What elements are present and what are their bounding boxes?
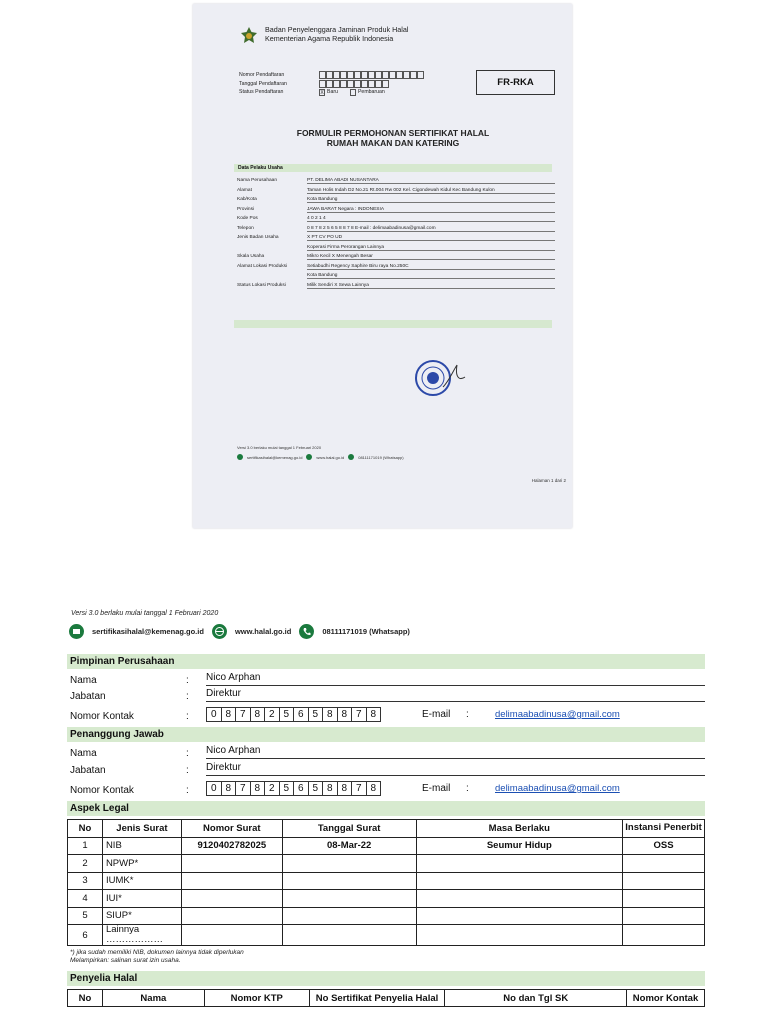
scanned-form-page bbox=[193, 4, 572, 528]
cell-instansi[interactable] bbox=[623, 890, 705, 908]
scan-rows bbox=[237, 176, 555, 290]
col-header: No Sertifikat Penyelia Halal bbox=[309, 990, 445, 1007]
mail-icon bbox=[69, 624, 84, 639]
scan-reg-label: Nomor Pendaftaran bbox=[239, 72, 285, 79]
scan-section-header: Data Pelaku Usaha bbox=[234, 164, 552, 172]
penanggung-jabatan-value[interactable]: Direktur bbox=[206, 760, 705, 776]
digit-box: 0 bbox=[206, 707, 222, 722]
digit-box: 8 bbox=[250, 781, 266, 796]
cell-no: 5 bbox=[68, 907, 103, 925]
scan-page-number: Halaman 1 dari 2 bbox=[531, 478, 566, 483]
scan-row-label: Alamat Lokasi Produksi bbox=[237, 263, 288, 269]
cell-masa[interactable] bbox=[416, 855, 623, 873]
penanggung-nama-value[interactable]: Nico Arphan bbox=[206, 743, 705, 759]
digit-box: 5 bbox=[308, 781, 324, 796]
scan-row-value: Taman Holis Indah D2 No.21 Rt.004 Rw 002 Kel. Cigondewah Kidul Kec Bandung Kulon bbox=[307, 187, 555, 194]
contact-email[interactable]: sertifikasihalal@kemenag.go.id bbox=[92, 627, 204, 636]
note-line1: *) jika sudah memiliki NIB, dokumen lainnya tidak diperlukan bbox=[70, 949, 244, 956]
digit-box: 7 bbox=[351, 781, 367, 796]
scan-title-line2: RUMAH MAKAN DAN KATERING bbox=[326, 138, 460, 148]
phone-icon bbox=[299, 624, 314, 639]
scan-row-value: Kota Bandung bbox=[307, 272, 555, 279]
cell-masa[interactable] bbox=[416, 925, 623, 946]
scan-header bbox=[239, 26, 408, 46]
cell-nomor[interactable] bbox=[181, 890, 282, 908]
scan-row bbox=[237, 262, 555, 272]
field-row-pimpinan-jabatan bbox=[70, 686, 705, 702]
scan-form-title bbox=[253, 128, 533, 148]
field-colon: : bbox=[466, 783, 469, 794]
digit-box: 7 bbox=[235, 707, 251, 722]
digit-box: 8 bbox=[366, 707, 382, 722]
field-colon: : bbox=[186, 785, 189, 796]
digit-box: 7 bbox=[351, 707, 367, 722]
scan-footer bbox=[237, 445, 404, 460]
scan-row bbox=[237, 224, 555, 234]
penanggung-email-link[interactable]: delimaabadinusa@gmail.com bbox=[495, 783, 620, 794]
section-aspek-legal: Aspek Legal bbox=[67, 801, 705, 816]
scan-row bbox=[237, 271, 555, 281]
scan-title-line1: FORMULIR PERMOHONAN SERTIFIKAT HALAL bbox=[296, 128, 490, 138]
cell-jenis: IUI* bbox=[102, 890, 181, 908]
field-colon: : bbox=[186, 675, 189, 686]
scan-form-code: FR-RKA bbox=[476, 70, 555, 95]
scan-row-label: Status Lokasi Produksi bbox=[237, 282, 286, 288]
scan-row-label: Kode Pos bbox=[237, 216, 258, 222]
scan-row-value: Mikro Kecil X Menengah Besar bbox=[307, 253, 555, 260]
digit-box: 0 bbox=[206, 781, 222, 796]
scan-row bbox=[237, 281, 555, 291]
scan-row-value: Milik Sendiri X Sewa Lainnya bbox=[307, 282, 555, 289]
pimpinan-email-label: E-mail bbox=[422, 709, 451, 720]
cell-tanggal[interactable] bbox=[282, 925, 416, 946]
scan-row-label: Nama Perusahaan bbox=[237, 178, 277, 184]
scan-mail-icon bbox=[237, 454, 243, 460]
cell-jenis: IUMK* bbox=[102, 872, 181, 890]
scan-reg-number-boxes bbox=[319, 71, 424, 79]
table-header-row bbox=[68, 990, 705, 1007]
cell-tanggal[interactable] bbox=[282, 855, 416, 873]
col-header: Nomor KTP bbox=[204, 990, 309, 1007]
scan-status-checkbox bbox=[350, 89, 356, 96]
digit-box: 8 bbox=[337, 781, 353, 796]
cell-instansi[interactable] bbox=[623, 872, 705, 890]
cell-masa[interactable] bbox=[416, 890, 623, 908]
table-row bbox=[68, 925, 705, 946]
field-row-penanggung-jabatan bbox=[70, 760, 705, 776]
scan-row bbox=[237, 195, 555, 205]
cell-nomor[interactable] bbox=[181, 925, 282, 946]
col-header: No bbox=[68, 820, 103, 838]
scan-section-band bbox=[234, 320, 552, 328]
company-stamp-signature-icon bbox=[413, 351, 467, 405]
cell-tanggal[interactable] bbox=[282, 872, 416, 890]
cell-nomor[interactable] bbox=[181, 855, 282, 873]
digit-box: 5 bbox=[279, 707, 295, 722]
scan-row-label: Alamat bbox=[237, 187, 252, 193]
cell-no: 6 bbox=[68, 925, 103, 946]
scan-status-baru: Baru bbox=[327, 89, 338, 96]
section-penanggung: Penanggung Jawab bbox=[67, 727, 705, 742]
cell-tanggal[interactable] bbox=[282, 907, 416, 925]
scan-row-value: PT. DELIMA ABADI NUSANTARA bbox=[307, 177, 555, 184]
scan-reg-label: Status Pendaftaran bbox=[239, 89, 284, 96]
cell-jenis: SIUP* bbox=[102, 907, 181, 925]
col-header: Nomor Surat bbox=[181, 820, 282, 838]
scan-org-line1: Badan Penyelenggara Jaminan Produk Halal bbox=[265, 25, 409, 34]
scan-row bbox=[237, 214, 555, 224]
field-colon: : bbox=[186, 711, 189, 722]
cell-nomor[interactable] bbox=[181, 907, 282, 925]
scan-row-label: Provinsi bbox=[237, 206, 255, 212]
pimpinan-jabatan-value[interactable]: Direktur bbox=[206, 686, 705, 702]
scan-row-label: Kab/Kota bbox=[237, 197, 257, 203]
digit-box: 8 bbox=[366, 781, 382, 796]
scan-row bbox=[237, 176, 555, 186]
scan-row-label: Jenis Badan Usaha bbox=[237, 235, 279, 241]
scan-globe-icon bbox=[306, 454, 312, 460]
cell-jenis: Lainnya ……………… bbox=[102, 925, 181, 946]
digit-box: 8 bbox=[337, 707, 353, 722]
digit-box: 8 bbox=[221, 707, 237, 722]
bpjph-logo-icon bbox=[239, 26, 259, 46]
cell-no: 4 bbox=[68, 890, 103, 908]
scan-status-pembaruan: Pembaruan bbox=[357, 89, 385, 96]
digit-box: 8 bbox=[250, 707, 266, 722]
section-penyelia-halal: Penyelia Halal bbox=[67, 971, 705, 986]
field-row-penanggung-nama bbox=[70, 743, 705, 759]
pimpinan-email-link[interactable]: delimaabadinusa@gmail.com bbox=[495, 709, 620, 720]
digit-box: 6 bbox=[293, 781, 309, 796]
pimpinan-kontak-digit-boxes[interactable] bbox=[206, 707, 380, 722]
col-header: Nomor Kontak bbox=[627, 990, 705, 1007]
scan-footer-version: Versi 3.0 berlaku mulai tanggal 1 Februari 2020 bbox=[237, 445, 322, 450]
table-row bbox=[68, 872, 705, 890]
scan-footer-phone: 08111171019 (Whatsapp) bbox=[358, 454, 404, 460]
digit-box: 5 bbox=[279, 781, 295, 796]
cell-instansi[interactable] bbox=[623, 855, 705, 873]
digit-box: 6 bbox=[293, 707, 309, 722]
globe-icon bbox=[212, 624, 227, 639]
cell-masa[interactable]: Seumur Hidup bbox=[416, 837, 623, 855]
scan-row-value: X PT CV PO UD bbox=[307, 234, 555, 241]
cell-instansi[interactable] bbox=[623, 907, 705, 925]
field-label: Nomor Kontak bbox=[70, 711, 134, 722]
table-row bbox=[68, 837, 705, 855]
scan-footer-contacts bbox=[237, 454, 404, 460]
table-row bbox=[68, 890, 705, 908]
cell-no: 1 bbox=[68, 837, 103, 855]
field-colon: : bbox=[466, 709, 469, 720]
aspek-legal-table bbox=[67, 819, 705, 946]
scan-row-value: 0 8 7 8 2 5 6 5 8 8 7 8 E-mail : delimaabadinusa@gmail.com bbox=[307, 225, 555, 232]
scan-row bbox=[237, 205, 555, 215]
scan-phone-icon bbox=[348, 454, 354, 460]
scan-reg-date-boxes bbox=[319, 80, 389, 88]
scan-status-checkbox: X bbox=[320, 89, 324, 96]
digit-box: 8 bbox=[221, 781, 237, 796]
table-header-row bbox=[68, 820, 705, 838]
field-colon: : bbox=[186, 748, 189, 759]
field-label: Nomor Kontak bbox=[70, 785, 134, 796]
col-header: No dan Tgl SK bbox=[445, 990, 627, 1007]
cell-no: 2 bbox=[68, 855, 103, 873]
scan-row-value: Koperasi Firma Perorangan Lainnya bbox=[307, 244, 555, 251]
scan-row-value: JAWA BARAT Negara : INDONESIA bbox=[307, 206, 555, 213]
cell-jenis: NIB bbox=[102, 837, 181, 855]
field-label: Jabatan bbox=[70, 765, 106, 776]
field-label: Nama bbox=[70, 748, 97, 759]
cell-tanggal[interactable]: 08-Mar-22 bbox=[282, 837, 416, 855]
note-line2: Melampirkan: salinan surat izin usaha. bbox=[70, 957, 181, 964]
scan-row-value: Setiabudhi Regency Saphire Biru raya No.250C bbox=[307, 263, 555, 270]
field-colon: : bbox=[186, 691, 189, 702]
scan-row bbox=[237, 233, 555, 243]
scan-registration-block bbox=[239, 71, 424, 97]
table-row bbox=[68, 907, 705, 925]
cell-instansi[interactable]: OSS bbox=[623, 837, 705, 855]
col-header: Tanggal Surat bbox=[282, 820, 416, 838]
field-colon: : bbox=[186, 765, 189, 776]
cell-no: 3 bbox=[68, 872, 103, 890]
scan-row-label: Telepon bbox=[237, 225, 254, 231]
scan-org-line2: Kementerian Agama Republik Indonesia bbox=[265, 33, 394, 43]
penyelia-halal-table bbox=[67, 989, 705, 1007]
col-header: Instansi Penerbit bbox=[623, 820, 705, 838]
digit-box: 2 bbox=[264, 781, 280, 796]
cell-instansi[interactable] bbox=[623, 925, 705, 946]
cell-nomor[interactable] bbox=[181, 872, 282, 890]
digit-box: 8 bbox=[322, 707, 338, 722]
digit-box: 5 bbox=[308, 707, 324, 722]
contact-bar bbox=[69, 624, 412, 639]
scan-row bbox=[237, 252, 555, 262]
scan-row-value: 4 0 2 1 4 bbox=[307, 215, 555, 222]
scan-row-value: Kota Bandung bbox=[307, 196, 555, 203]
field-label: Jabatan bbox=[70, 691, 106, 702]
contact-website[interactable]: www.halal.go.id bbox=[234, 627, 292, 636]
section-pimpinan: Pimpinan Perusahaan bbox=[67, 654, 705, 669]
digit-box: 2 bbox=[264, 707, 280, 722]
table-row bbox=[68, 855, 705, 873]
cell-nomor[interactable]: 9120402782025 bbox=[181, 837, 282, 855]
col-header: Jenis Surat bbox=[102, 820, 181, 838]
scan-row bbox=[237, 243, 555, 253]
digit-box: 8 bbox=[322, 781, 338, 796]
field-row-pimpinan-nama bbox=[70, 670, 705, 686]
scan-reg-label: Tanggal Pendaftaran bbox=[239, 80, 287, 87]
scan-row-label: Skala Usaha bbox=[237, 254, 265, 260]
scan-footer-email: sertifikasihalal@kemenag.go.id bbox=[247, 454, 303, 460]
scan-row bbox=[237, 186, 555, 196]
field-label: Nama bbox=[70, 675, 97, 686]
col-header: Nama bbox=[102, 990, 204, 1007]
aspek-legal-note bbox=[70, 949, 244, 965]
pimpinan-nama-value[interactable]: Nico Arphan bbox=[206, 670, 705, 686]
cell-tanggal[interactable] bbox=[282, 890, 416, 908]
contact-phone[interactable]: 08111171019 (Whatsapp) bbox=[322, 627, 410, 636]
penanggung-email-label: E-mail bbox=[422, 783, 451, 794]
col-header: No bbox=[68, 990, 103, 1007]
version-note: Versi 3.0 berlaku mulai tanggal 1 Februari 2020 bbox=[71, 610, 219, 617]
scan-footer-website: www.halal.go.id bbox=[316, 454, 345, 460]
col-header: Masa Berlaku bbox=[416, 820, 623, 838]
penanggung-kontak-digit-boxes[interactable] bbox=[206, 781, 380, 796]
digit-box: 7 bbox=[235, 781, 251, 796]
cell-masa[interactable] bbox=[416, 872, 623, 890]
cell-jenis: NPWP* bbox=[102, 855, 181, 873]
cell-masa[interactable] bbox=[416, 907, 623, 925]
